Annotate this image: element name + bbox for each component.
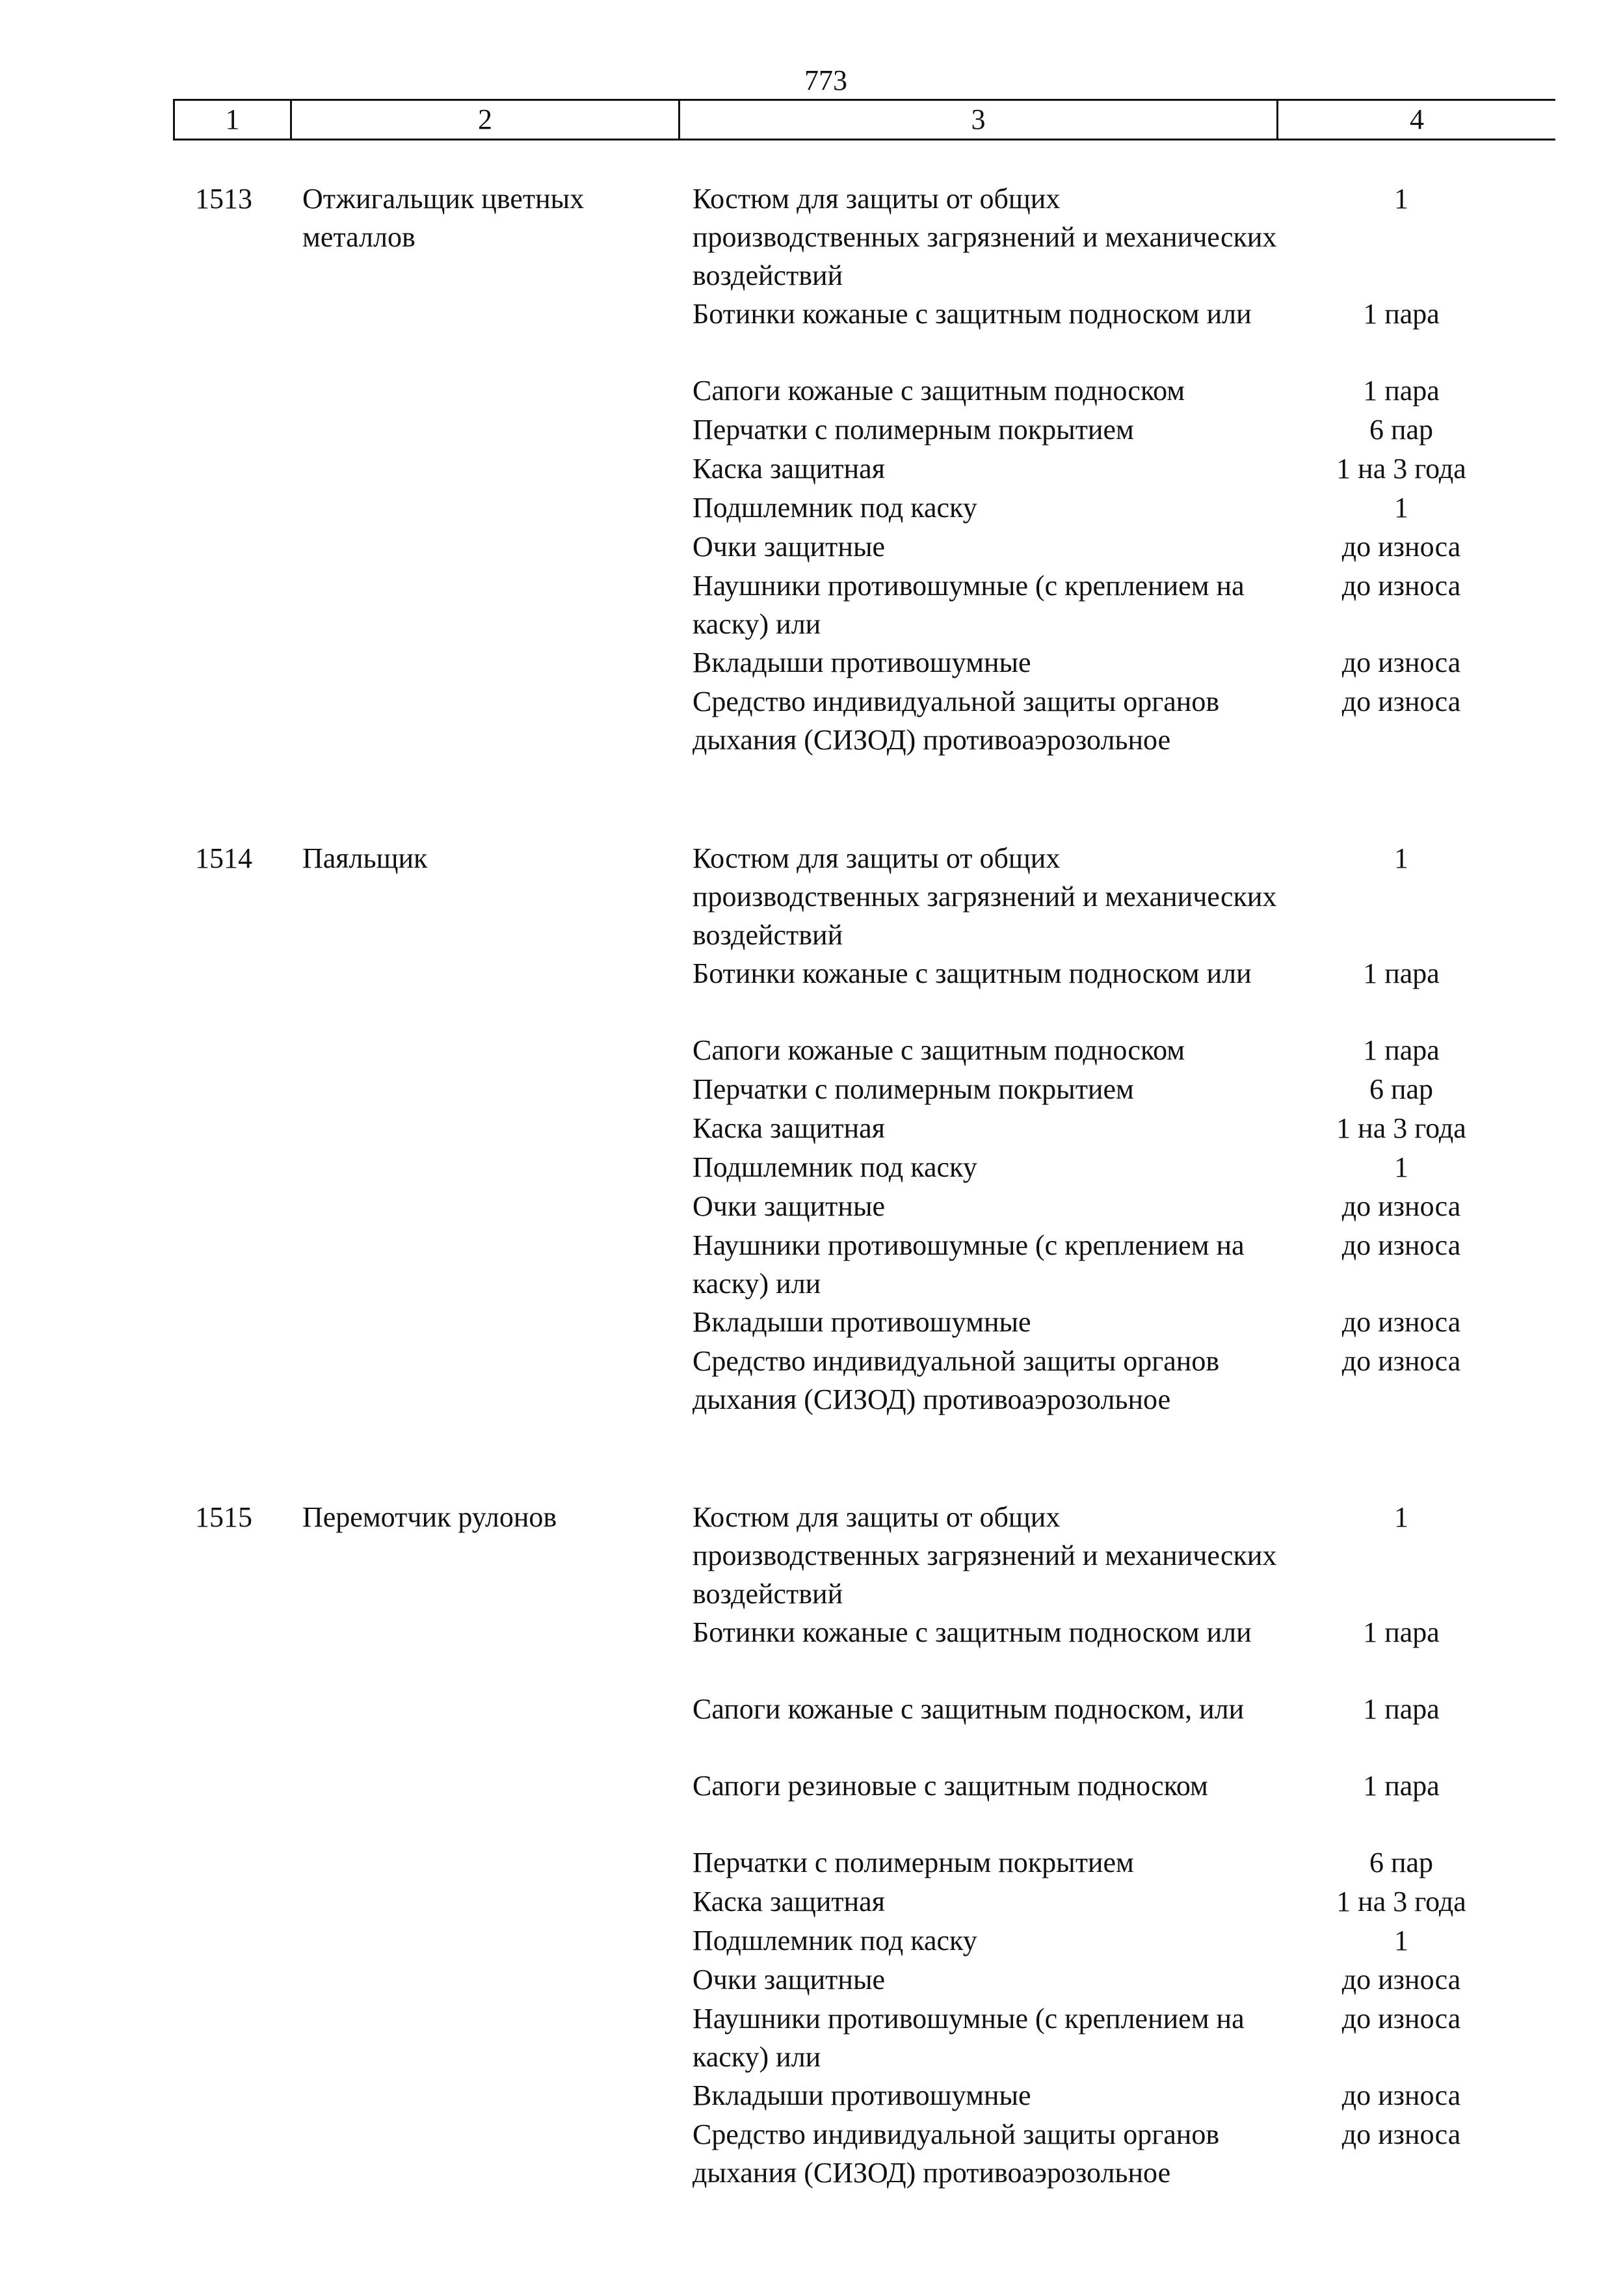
- ppe-qty: 1 пара: [1363, 957, 1440, 989]
- ppe-name: Перчатки с полимерным покрытием: [693, 414, 1134, 446]
- ppe-name: Вкладыши противошумные: [693, 2079, 1031, 2111]
- ppe-name: Средство индивидуальной защиты органов дыхания (СИЗОД) противоаэрозольное: [693, 686, 1220, 756]
- ppe-item: [693, 449, 1577, 488]
- ppe-name: Ботинки кожаные с защитным подноском или: [693, 957, 1252, 989]
- ppe-qty: 1 пара: [1363, 1034, 1440, 1066]
- ppe-name: Сапоги кожаные с защитным подноском: [693, 1034, 1185, 1066]
- column-header-1: 1: [175, 101, 292, 139]
- profession-name: Отжигальщик цветных металлов: [302, 183, 585, 253]
- ppe-name: Перчатки с полимерным покрытием: [693, 1073, 1134, 1105]
- ppe-qty: 1: [1394, 1925, 1408, 1956]
- ppe-name: Каска защитная: [693, 453, 885, 485]
- ppe-name: Вкладыши противошумные: [693, 647, 1031, 678]
- ppe-qty: до износа: [1341, 1306, 1461, 1338]
- ppe-item: [693, 1921, 1577, 1960]
- ppe-item: [693, 1342, 1577, 1457]
- ppe-item: [693, 180, 1577, 295]
- ppe-item: [693, 1070, 1577, 1109]
- ppe-name: Костюм для защиты от общих производственных загрязнений и механических воздействий: [693, 1501, 1277, 1610]
- ppe-item: [693, 567, 1577, 643]
- column-header-4: 4: [1410, 103, 1424, 135]
- ppe-item: [693, 1843, 1577, 1882]
- ppe-qty: 1 на 3 года: [1336, 1886, 1466, 1917]
- ppe-list: [693, 1498, 1577, 2230]
- column-header-3: 3: [680, 101, 1278, 139]
- ppe-item: [693, 527, 1577, 567]
- ppe-name: Очки защитные: [693, 531, 886, 563]
- ppe-qty: 1 на 3 года: [1336, 1112, 1466, 1144]
- ppe-name: Подшлемник под каску: [693, 1925, 977, 1956]
- ppe-name: Наушники противошумные (с креплением на каску) или: [693, 570, 1245, 640]
- ppe-qty: 1 пара: [1363, 375, 1440, 407]
- ppe-list: [693, 180, 1577, 797]
- ppe-name: Костюм для защиты от общих производственных загрязнений и механических воздействий: [693, 183, 1277, 291]
- ppe-name: Вкладыши противошумные: [693, 1306, 1031, 1338]
- ppe-name: Средство индивидуальной защиты органов дыхания (СИЗОД) противоаэрозольное: [693, 1345, 1220, 1415]
- ppe-qty: 1 пара: [1363, 1616, 1440, 1648]
- ppe-qty: до износа: [1341, 1190, 1461, 1222]
- ppe-name: Сапоги кожаные с защитным подноском, или: [693, 1693, 1245, 1725]
- ppe-name: Каска защитная: [693, 1112, 885, 1144]
- ppe-qty: до износа: [1341, 686, 1461, 717]
- ppe-name: Сапоги резиновые с защитным подноском: [693, 1770, 1208, 1802]
- ppe-qty: 6 пар: [1369, 1073, 1434, 1105]
- profession-code: 1513: [195, 183, 252, 215]
- ppe-item: [693, 371, 1577, 410]
- ppe-qty: 1: [1394, 1501, 1408, 1533]
- ppe-item: [693, 643, 1577, 682]
- ppe-item: [693, 1767, 1577, 1843]
- ppe-name: Каска защитная: [693, 1886, 885, 1917]
- profession-code: 1515: [195, 1501, 252, 1533]
- ppe-name: Наушники противошумные (с креплением на каску) или: [693, 2003, 1245, 2073]
- ppe-name: Сапоги кожаные с защитным подноском: [693, 375, 1185, 407]
- ppe-qty: 1 пара: [1363, 1770, 1440, 1802]
- ppe-item: [693, 1226, 1577, 1303]
- ppe-qty: до износа: [1341, 531, 1461, 563]
- ppe-name: Перчатки с полимерным покрытием: [693, 1847, 1134, 1878]
- ppe-name: Очки защитные: [693, 1964, 886, 1996]
- ppe-item: [693, 2076, 1577, 2115]
- ppe-item: [693, 682, 1577, 797]
- ppe-name: Костюм для защиты от общих производственных загрязнений и механических воздействий: [693, 842, 1277, 951]
- ppe-item: [693, 2115, 1577, 2230]
- ppe-item: [693, 1613, 1577, 1690]
- ppe-name: Ботинки кожаные с защитным подноском или: [693, 298, 1252, 330]
- ppe-item: [693, 1148, 1577, 1187]
- ppe-qty: до износа: [1341, 647, 1461, 678]
- column-header-2: 2: [292, 101, 680, 139]
- ppe-qty: 1: [1394, 492, 1408, 524]
- ppe-name: Средство индивидуальной защиты органов дыхания (СИЗОД) противоаэрозольное: [693, 2118, 1220, 2189]
- ppe-item: [693, 954, 1577, 1031]
- ppe-qty: 1 пара: [1363, 1693, 1440, 1725]
- ppe-qty: до износа: [1341, 1229, 1461, 1261]
- profession-name: Перемотчик рулонов: [302, 1501, 557, 1533]
- profession-code: 1514: [195, 842, 252, 874]
- ppe-item: [693, 1303, 1577, 1342]
- ppe-qty: до износа: [1341, 1345, 1461, 1377]
- ppe-name: Наушники противошумные (с креплением на каску) или: [693, 1229, 1245, 1300]
- ppe-qty: до износа: [1341, 2079, 1461, 2111]
- ppe-item: [693, 295, 1577, 371]
- ppe-item: [693, 839, 1577, 954]
- ppe-item: [693, 1109, 1577, 1148]
- ppe-qty: 1: [1394, 1151, 1408, 1183]
- ppe-item: [693, 1999, 1577, 2076]
- ppe-qty: 6 пар: [1369, 1847, 1434, 1878]
- ppe-qty: 6 пар: [1369, 414, 1434, 446]
- ppe-item: [693, 1498, 1577, 1613]
- page-number: 773: [804, 64, 847, 96]
- ppe-qty: до износа: [1341, 1964, 1461, 1996]
- ppe-item: [693, 1882, 1577, 1921]
- ppe-qty: 1: [1394, 183, 1408, 215]
- ppe-item: [693, 410, 1577, 449]
- ppe-name: Ботинки кожаные с защитным подноском или: [693, 1616, 1252, 1648]
- column-header-row: [173, 99, 1555, 140]
- ppe-item: [693, 1690, 1577, 1767]
- ppe-item: [693, 1031, 1577, 1070]
- ppe-qty: 1: [1394, 842, 1408, 874]
- ppe-name: Подшлемник под каску: [693, 492, 977, 524]
- profession-name: Паяльщик: [302, 842, 428, 874]
- ppe-name: Подшлемник под каску: [693, 1151, 977, 1183]
- ppe-item: [693, 488, 1577, 527]
- ppe-list: [693, 839, 1577, 1457]
- ppe-item: [693, 1187, 1577, 1226]
- ppe-item: [693, 1960, 1577, 1999]
- ppe-qty: 1 пара: [1363, 298, 1440, 330]
- ppe-qty: до износа: [1341, 570, 1461, 602]
- ppe-qty: до износа: [1341, 2118, 1461, 2150]
- ppe-qty: 1 на 3 года: [1336, 453, 1466, 485]
- ppe-qty: до износа: [1341, 2003, 1461, 2035]
- ppe-name: Очки защитные: [693, 1190, 886, 1222]
